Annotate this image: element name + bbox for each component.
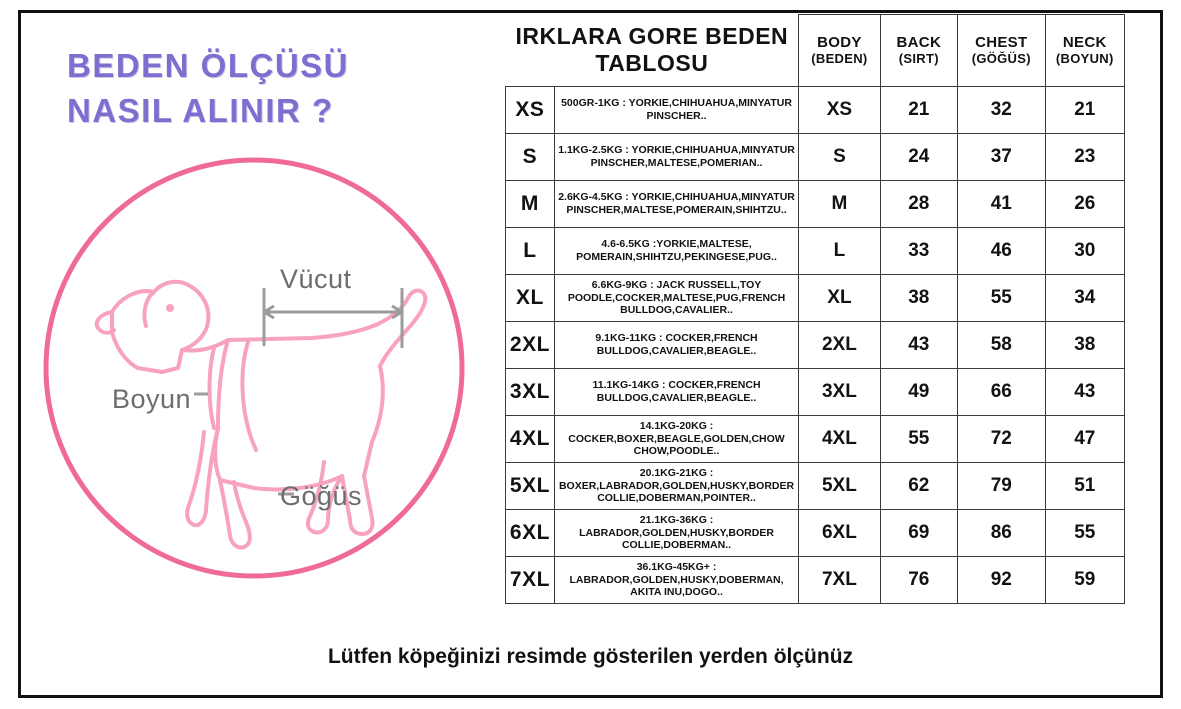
header-back-label: BACK	[896, 34, 942, 52]
footer-note: Lütfen köpeğinizi resimde gösterilen yerden ölçünüz	[327, 645, 854, 668]
cell-back: 69	[880, 510, 957, 557]
cell-size: 6XL	[506, 510, 555, 557]
cell-neck: 26	[1045, 181, 1124, 228]
cell-chest: 92	[958, 557, 1046, 604]
header-body-label: BODY	[817, 34, 862, 52]
cell-back: 21	[880, 87, 957, 134]
label-neck: Boyun	[112, 384, 192, 414]
cell-breeds: 21.1KG-36KG : LABRADOR,GOLDEN,HUSKY,BORDER COLLIE,DOBERMAN..	[554, 510, 798, 557]
cell-back: 55	[880, 416, 957, 463]
cell-back: 49	[880, 369, 957, 416]
cell-neck: 59	[1045, 557, 1124, 604]
cell-neck: 51	[1045, 463, 1124, 510]
cell-body: XS	[799, 87, 880, 134]
cell-body: 3XL	[799, 369, 880, 416]
cell-body: 7XL	[799, 557, 880, 604]
table-row	[506, 510, 1125, 557]
table-row	[506, 463, 1125, 510]
size-table-area	[505, 14, 1125, 614]
cell-body: L	[799, 228, 880, 275]
size-table	[505, 14, 1125, 604]
table-row	[506, 87, 1125, 134]
header-back-sub: (SIRT)	[898, 50, 939, 66]
cell-breeds: 4.6-6.5KG :YORKIE,MALTESE, POMERAIN,SHIHTZU,PEKINGESE,PUG..	[554, 228, 798, 275]
cell-body: 4XL	[799, 416, 880, 463]
cell-chest: 72	[958, 416, 1046, 463]
cell-chest: 86	[958, 510, 1046, 557]
header-body	[799, 15, 880, 87]
cell-neck: 47	[1045, 416, 1124, 463]
cell-back: 33	[880, 228, 957, 275]
cell-neck: 38	[1045, 322, 1124, 369]
dog-diagram	[42, 136, 492, 606]
cell-body: XL	[799, 275, 880, 322]
header-chest-label: CHEST	[975, 34, 1028, 52]
header-chest-sub: (GÖĞÜS)	[971, 50, 1031, 66]
cell-size: XS	[506, 87, 555, 134]
cell-body: 5XL	[799, 463, 880, 510]
header-body-sub: (BEDEN)	[811, 50, 868, 66]
cell-size: 7XL	[506, 557, 555, 604]
dog-illustration-svg	[42, 136, 492, 606]
table-row	[506, 275, 1125, 322]
cell-chest: 55	[958, 275, 1046, 322]
cell-chest: 58	[958, 322, 1046, 369]
table-row	[506, 228, 1125, 275]
cell-back: 28	[880, 181, 957, 228]
cell-body: M	[799, 181, 880, 228]
cell-back: 62	[880, 463, 957, 510]
cell-breeds: 1.1KG-2.5KG : YORKIE,CHIHUAHUA,MINYATUR PINSCHER,MALTESE,POMERIAN..	[554, 134, 798, 181]
cell-back: 38	[880, 275, 957, 322]
cell-size: XL	[506, 275, 555, 322]
table-header-row	[506, 15, 1125, 87]
cell-neck: 43	[1045, 369, 1124, 416]
table-title: IRKLARA GORE BEDEN TABLOSU	[515, 23, 789, 77]
cell-chest: 32	[958, 87, 1046, 134]
cell-breeds: 36.1KG-45KG+ : LABRADOR,GOLDEN,HUSKY,DOBERMAN, AKITA INU,DOGO..	[554, 557, 798, 604]
table-row	[506, 416, 1125, 463]
cell-size: 4XL	[506, 416, 555, 463]
table-row	[506, 322, 1125, 369]
cell-breeds: 9.1KG-11KG : COCKER,FRENCH BULLDOG,CAVALIER,BEAGLE..	[554, 322, 798, 369]
cell-breeds: 500GR-1KG : YORKIE,CHIHUAHUA,MINYATUR PINSCHER..	[554, 87, 798, 134]
cell-chest: 46	[958, 228, 1046, 275]
cell-chest: 41	[958, 181, 1046, 228]
table-row	[506, 181, 1125, 228]
cell-breeds: 6.6KG-9KG : JACK RUSSELL,TOY POODLE,COCKER,MALTESE,PUG,FRENCH BULLDOG,CAVALIER..	[554, 275, 798, 322]
measure-instructions-panel	[22, 16, 492, 616]
header-back	[880, 15, 957, 87]
header-chest	[958, 15, 1046, 87]
cell-back: 43	[880, 322, 957, 369]
cell-neck: 55	[1045, 510, 1124, 557]
cell-breeds: 11.1KG-14KG : COCKER,FRENCH BULLDOG,CAVALIER,BEAGLE..	[554, 369, 798, 416]
table-row	[506, 369, 1125, 416]
label-body: Vücut	[280, 264, 352, 294]
cell-size: 2XL	[506, 322, 555, 369]
cell-neck: 30	[1045, 228, 1124, 275]
table-row	[506, 557, 1125, 604]
cell-size: S	[506, 134, 555, 181]
cell-body: S	[799, 134, 880, 181]
cell-chest: 79	[958, 463, 1046, 510]
cell-back: 76	[880, 557, 957, 604]
cell-size: L	[506, 228, 555, 275]
header-neck-sub: (BOYUN)	[1055, 50, 1114, 66]
cell-size: M	[506, 181, 555, 228]
cell-body: 6XL	[799, 510, 880, 557]
cell-breeds: 20.1KG-21KG : BOXER,LABRADOR,GOLDEN,HUSKY,BORDER COLLIE,DOBERMAN,POINTER..	[554, 463, 798, 510]
table-row	[506, 134, 1125, 181]
cell-neck: 23	[1045, 134, 1124, 181]
cell-size: 3XL	[506, 369, 555, 416]
headline-line-1: BEDEN ÖLÇÜSÜ	[67, 47, 350, 84]
cell-body: 2XL	[799, 322, 880, 369]
page-title	[67, 44, 487, 133]
cell-chest: 37	[958, 134, 1046, 181]
cell-breeds: 14.1KG-20KG : COCKER,BOXER,BEAGLE,GOLDEN,CHOW CHOW,POODLE..	[554, 416, 798, 463]
cell-back: 24	[880, 134, 957, 181]
cell-size: 5XL	[506, 463, 555, 510]
cell-neck: 21	[1045, 87, 1124, 134]
cell-neck: 34	[1045, 275, 1124, 322]
header-neck-label: NECK	[1062, 34, 1107, 52]
headline-line-2: NASIL ALINIR ?	[67, 91, 334, 129]
label-chest: Göğüs	[280, 481, 363, 511]
cell-breeds: 2.6KG-4.5KG : YORKIE,CHIHUAHUA,MINYATUR PINSCHER,MALTESE,POMERAIN,SHIHTZU..	[554, 181, 798, 228]
cell-chest: 66	[958, 369, 1046, 416]
circle-outline	[46, 160, 462, 576]
header-neck	[1045, 15, 1124, 87]
table-body	[506, 87, 1125, 604]
